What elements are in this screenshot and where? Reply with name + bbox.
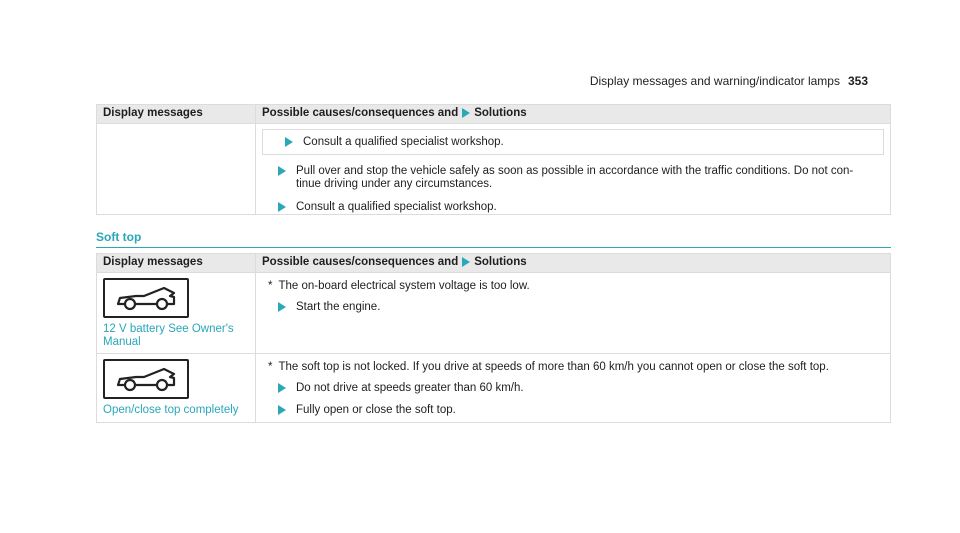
arrow-right-icon: [462, 257, 470, 267]
arrow-right-icon: [278, 202, 286, 212]
list-item: [256, 301, 890, 314]
display-message-label: Open/close top completely: [103, 404, 239, 416]
arrow-right-icon: [462, 108, 470, 118]
display-message-cell: [97, 273, 256, 354]
list-item: [256, 201, 890, 214]
step-text: Consult a qualified specialist workshop.: [296, 201, 497, 213]
soft-top-messages-table: [96, 253, 891, 423]
step-text: Pull over and stop the vehicle safely as soon as possible in accordance with the traffic conditions. Do not con- tinue driving under any circumstances.: [296, 165, 854, 190]
inner-step-box: [262, 129, 884, 155]
col-header-causes: [256, 105, 891, 124]
col-header-solutions-label: Solutions: [474, 256, 527, 268]
display-message-cell: [97, 354, 256, 423]
col-header-display-messages: Display messages: [97, 105, 256, 124]
display-message-label: 12 V battery See Owner's Manual: [103, 323, 234, 348]
list-item: [256, 382, 890, 395]
cause-note: [256, 361, 890, 374]
step-text: Do not drive at speeds greater than 60 km/h.: [296, 382, 524, 394]
col-header-causes-label: Possible causes/consequences and: [262, 256, 459, 268]
list-item: [256, 404, 890, 417]
convertible-car-icon: [103, 359, 189, 399]
note-marker: *: [268, 280, 273, 292]
page-header: [590, 74, 868, 88]
table-row: [97, 124, 891, 215]
arrow-right-icon: [285, 137, 293, 147]
solutions-cell: [256, 124, 891, 215]
col-header-display-messages: Display messages: [97, 254, 256, 273]
solutions-cell: [256, 273, 891, 354]
arrow-right-icon: [278, 166, 286, 176]
convertible-car-icon: [103, 278, 189, 318]
solutions-cell: [256, 354, 891, 423]
note-marker: *: [268, 361, 273, 373]
col-header-causes-label: Possible causes/consequences and: [262, 107, 459, 119]
col-header-causes: [256, 254, 891, 273]
arrow-right-icon: [278, 383, 286, 393]
step-text: Consult a qualified specialist workshop.: [303, 136, 504, 148]
col-header-solutions-label: Solutions: [474, 107, 527, 119]
messages-table-continued: [96, 104, 891, 215]
section-title: Soft top: [96, 230, 891, 248]
table-row: [97, 273, 891, 354]
note-text: The soft top is not locked. If you drive at speeds of more than 60 km/h you cannot open or close the soft top.: [278, 361, 829, 373]
note-text: The on-board electrical system voltage is too low.: [278, 280, 530, 292]
step-text: Start the engine.: [296, 301, 381, 313]
step-text: Fully open or close the soft top.: [296, 404, 456, 416]
list-item: [256, 165, 890, 191]
running-title: Display messages and warning/indicator lamps: [589, 74, 840, 88]
table-header-row: [97, 254, 891, 273]
cause-note: [256, 280, 890, 293]
arrow-right-icon: [278, 405, 286, 415]
table-header-row: [97, 105, 891, 124]
display-message-cell: [97, 124, 256, 215]
arrow-right-icon: [278, 302, 286, 312]
table-row: [97, 354, 891, 423]
page-number: 353: [847, 74, 868, 88]
